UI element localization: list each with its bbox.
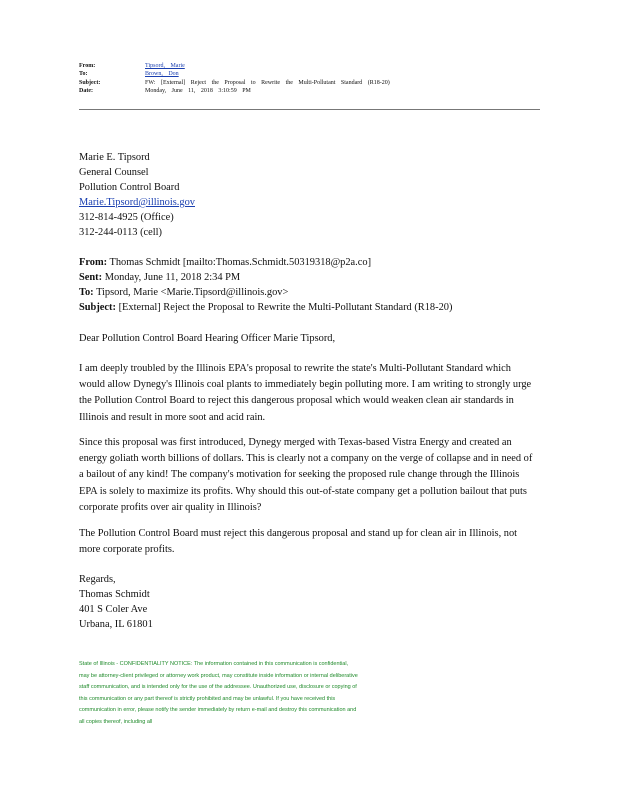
sender-city: Urbana, IL 61801 <box>79 619 153 630</box>
email-header <box>79 62 509 95</box>
signature-block <box>79 150 195 240</box>
header-date-label: Date: <box>79 87 93 94</box>
sender-name: Thomas Schmidt <box>79 589 150 600</box>
fwd-to-label: To: <box>79 287 94 298</box>
header-to-label: To: <box>79 71 88 78</box>
letter-closing-block <box>79 572 153 632</box>
header-from-label: From: <box>79 63 96 69</box>
fwd-subject-label: Subject: <box>79 302 116 313</box>
signature-name: Marie E. Tipsord <box>79 152 150 163</box>
fwd-to-value: Tipsord, Marie <Marie.Tipsord@illinois.gov> <box>96 287 289 298</box>
signature-phone-office: 312-814-4925 (Office) <box>79 212 174 223</box>
signature-email-link[interactable]: Marie.Tipsord@illinois.gov <box>79 197 195 208</box>
header-subject-label: Subject: <box>79 79 101 86</box>
header-to-row <box>79 70 509 78</box>
header-divider <box>79 109 540 110</box>
fwd-from-label: From: <box>79 257 108 268</box>
header-from-row <box>79 62 509 70</box>
signature-phone-cell: 312-244-0113 (cell) <box>79 227 163 238</box>
letter-paragraph-3: The Pollution Control Board must reject this dangerous proposal and stand up for clean air in Illinois, not more corporate profits. <box>79 528 518 556</box>
header-to-link[interactable]: Brown, Don <box>145 71 179 78</box>
header-date-row <box>79 87 509 95</box>
letter-paragraph-1: I am deeply troubled by the Illinois EPA's proposal to rewrite the state's Multi-Pollutant Standard which would allow Dynegy's Illinois coal plants to immediately begin polluting more. I am writing to strongly urge the Pollution Control Board to reject this dangerous proposal which would weaken clean air standards in Illinois and result in more soot and acid rain. <box>79 363 532 423</box>
confidentiality-notice: State of Illinois - CONFIDENTIALITY NOTICE: The information contained in this communication is confidential, may be attorney-client privileged or attorney work product, may constitute inside information or internal deliberative staff communication, and is intended only for the use of the addressee. Unauthorized use, disclosure or copying of this communication or any part thereof is strictly prohibited and may be unlawful. If you have received this communication in error, please notify the sender immediately by return e-mail and destroy this communication and all copies thereof, including all <box>79 661 358 725</box>
header-date-value: Monday, June 11, 2018 3:10:59 PM <box>145 87 251 94</box>
signature-title: General Counsel <box>79 167 149 178</box>
letter-paragraph-2: Since this proposal was first introduced, Dynegy merged with Texas-based Vistra Energy and created an energy goliath worth billions of dollars. This is clearly not a company on the verge of collapse and in need of a bailout of any kind! The company's motivation for seeking the proposed rule change through the Illinois EPA is solely to maximize its profits. Why should this out-of-state company get a pollution bailout that puts corporate profits over air quality in Illinois? <box>79 437 533 513</box>
letter-closing: Regards, <box>79 574 116 585</box>
header-subject-value: FW: [External] Reject the Proposal to Rewrite the Multi-Pollutant Standard (R18-20) <box>145 79 390 86</box>
header-from-link[interactable]: Tipsord, Marie <box>145 63 185 69</box>
signature-org: Pollution Control Board <box>79 182 180 193</box>
sender-street: 401 S Coler Ave <box>79 604 148 615</box>
fwd-subject-value: [External] Reject the Proposal to Rewrite the Multi-Pollutant Standard (R18-20) <box>118 302 453 313</box>
forwarded-header <box>79 255 452 315</box>
fwd-from-value: Thomas Schmidt [mailto:Thomas.Schmidt.50319318@p2a.co] <box>109 257 372 268</box>
letter-greeting: Dear Pollution Control Board Hearing Officer Marie Tipsord, <box>79 333 336 344</box>
fwd-sent-value: Monday, June 11, 2018 2:34 PM <box>104 272 241 283</box>
fwd-sent-label: Sent: <box>79 272 103 283</box>
header-subject-row <box>79 79 509 87</box>
